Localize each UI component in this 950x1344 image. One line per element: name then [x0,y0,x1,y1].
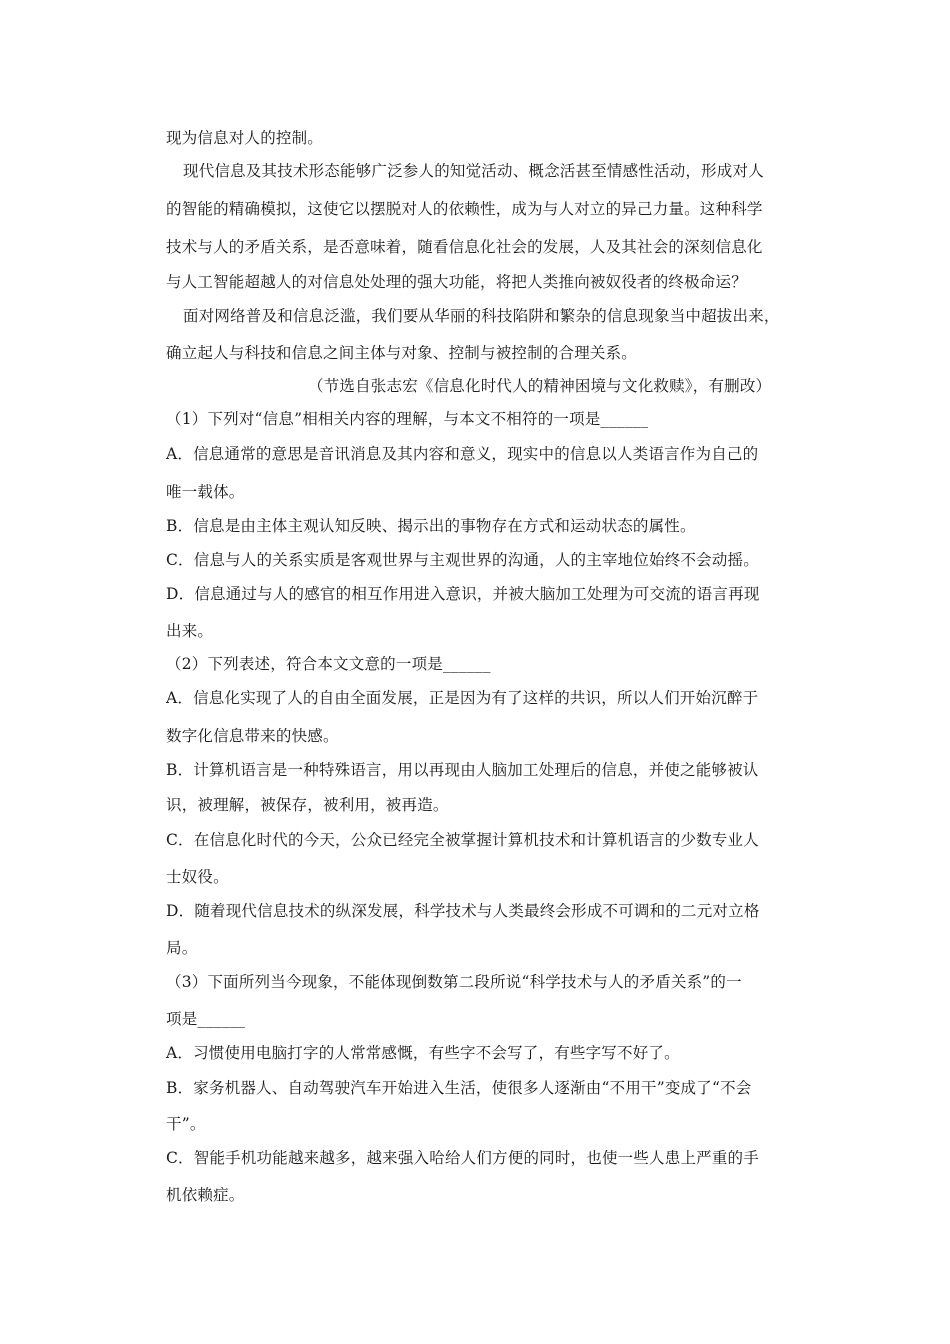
option-line: B．信息是由主体主观认知反映、揭示出的事物存在方式和运动状态的属性。 [166,517,696,535]
passage-source: （节选自张志宏《信息化时代人的精神困境与文化救赎》，有删改） [308,377,772,395]
option-line: A．习惯使用电脑打字的人常常感慨，有些字不会写了，有些字写不好了。 [166,1044,680,1062]
option-line: 唯一载体。 [166,483,245,501]
question-stem: （3）下面所列当今现象，不能体现倒数第二段所说“科学技术与人的矛盾关系”的一 [166,973,742,991]
passage-line: 与人工智能超越人的对信息处处理的强大功能，将把人类推向被奴役者的终极命运？ [166,273,747,291]
option-line: D．随着现代信息技术的纵深发展，科学技术与人类最终会形成不可调和的二元对立格 [166,902,760,920]
option-line: 干”。 [166,1115,206,1133]
question-stem: 项是______ [166,1010,246,1028]
passage-line: 技术与人的矛盾关系，是否意味着，随看信息化社会的发展，人及其社会的深刻信息化 [166,238,763,256]
option-line: A．信息通常的意思是音讯消息及其内容和意义，现实中的信息以人类语言作为自己的 [166,445,759,463]
passage-line: 面对网络普及和信息泛滥，我们要从华丽的科技陷阱和繁杂的信息现象当中超拔出来， [183,307,780,325]
option-line: D．信息通过与人的感官的相互作用进入意识，并被大脑加工处理为可交流的语言再现 [166,585,760,603]
option-line: C．在信息化时代的今天，公众已经完全被掌握计算机技术和计算机语言的少数专业人 [166,831,759,849]
option-line: 数字化信息带来的快感。 [166,727,339,745]
option-line: C．信息与人的关系实质是客观世界与主观世界的沟通，人的主宰地位始终不会动摇。 [166,551,759,569]
option-line: 机依赖症。 [166,1186,245,1204]
option-line: 识，被理解，被保存，被利用，被再造。 [166,796,449,814]
question-stem: （1）下列对“信息”相相关内容的理解，与本文不相符的一项是______ [166,410,649,428]
option-line: B．家务机器人、自动驾驶汽车开始进入生活，使很多人逐渐由“不用干”变成了“不会 [166,1079,752,1097]
option-line: 出来。 [166,622,214,640]
option-line: 士奴役。 [166,868,229,886]
passage-line: 的智能的精确模拟，这使它以摆脱对人的依赖性，成为与人对立的异己力量。这种科学 [166,200,763,218]
passage-line: 现代信息及其技术形态能够广泛参人的知觉活动、概念活甚至情感性活动，形成对人 [183,162,764,180]
option-line: 局。 [166,939,198,957]
option-line: A．信息化实现了人的自由全面发展，正是因为有了这样的共识，所以人们开始沉醉于 [166,689,759,707]
question-stem: （2）下列表述，符合本文文意的一项是______ [166,655,491,673]
option-line: C．智能手机功能越来越多，越来强入哈给人们方便的同时，也使一些人患上严重的手 [166,1149,759,1167]
option-line: B．计算机语言是一种特殊语言，用以再现由人脑加工处理后的信息，并使之能够被认 [166,761,759,779]
passage-line: 确立起人与科技和信息之间主体与对象、控制与被控制的合理关系。 [166,344,638,362]
passage-line: 现为信息对人的控制。 [166,129,324,147]
